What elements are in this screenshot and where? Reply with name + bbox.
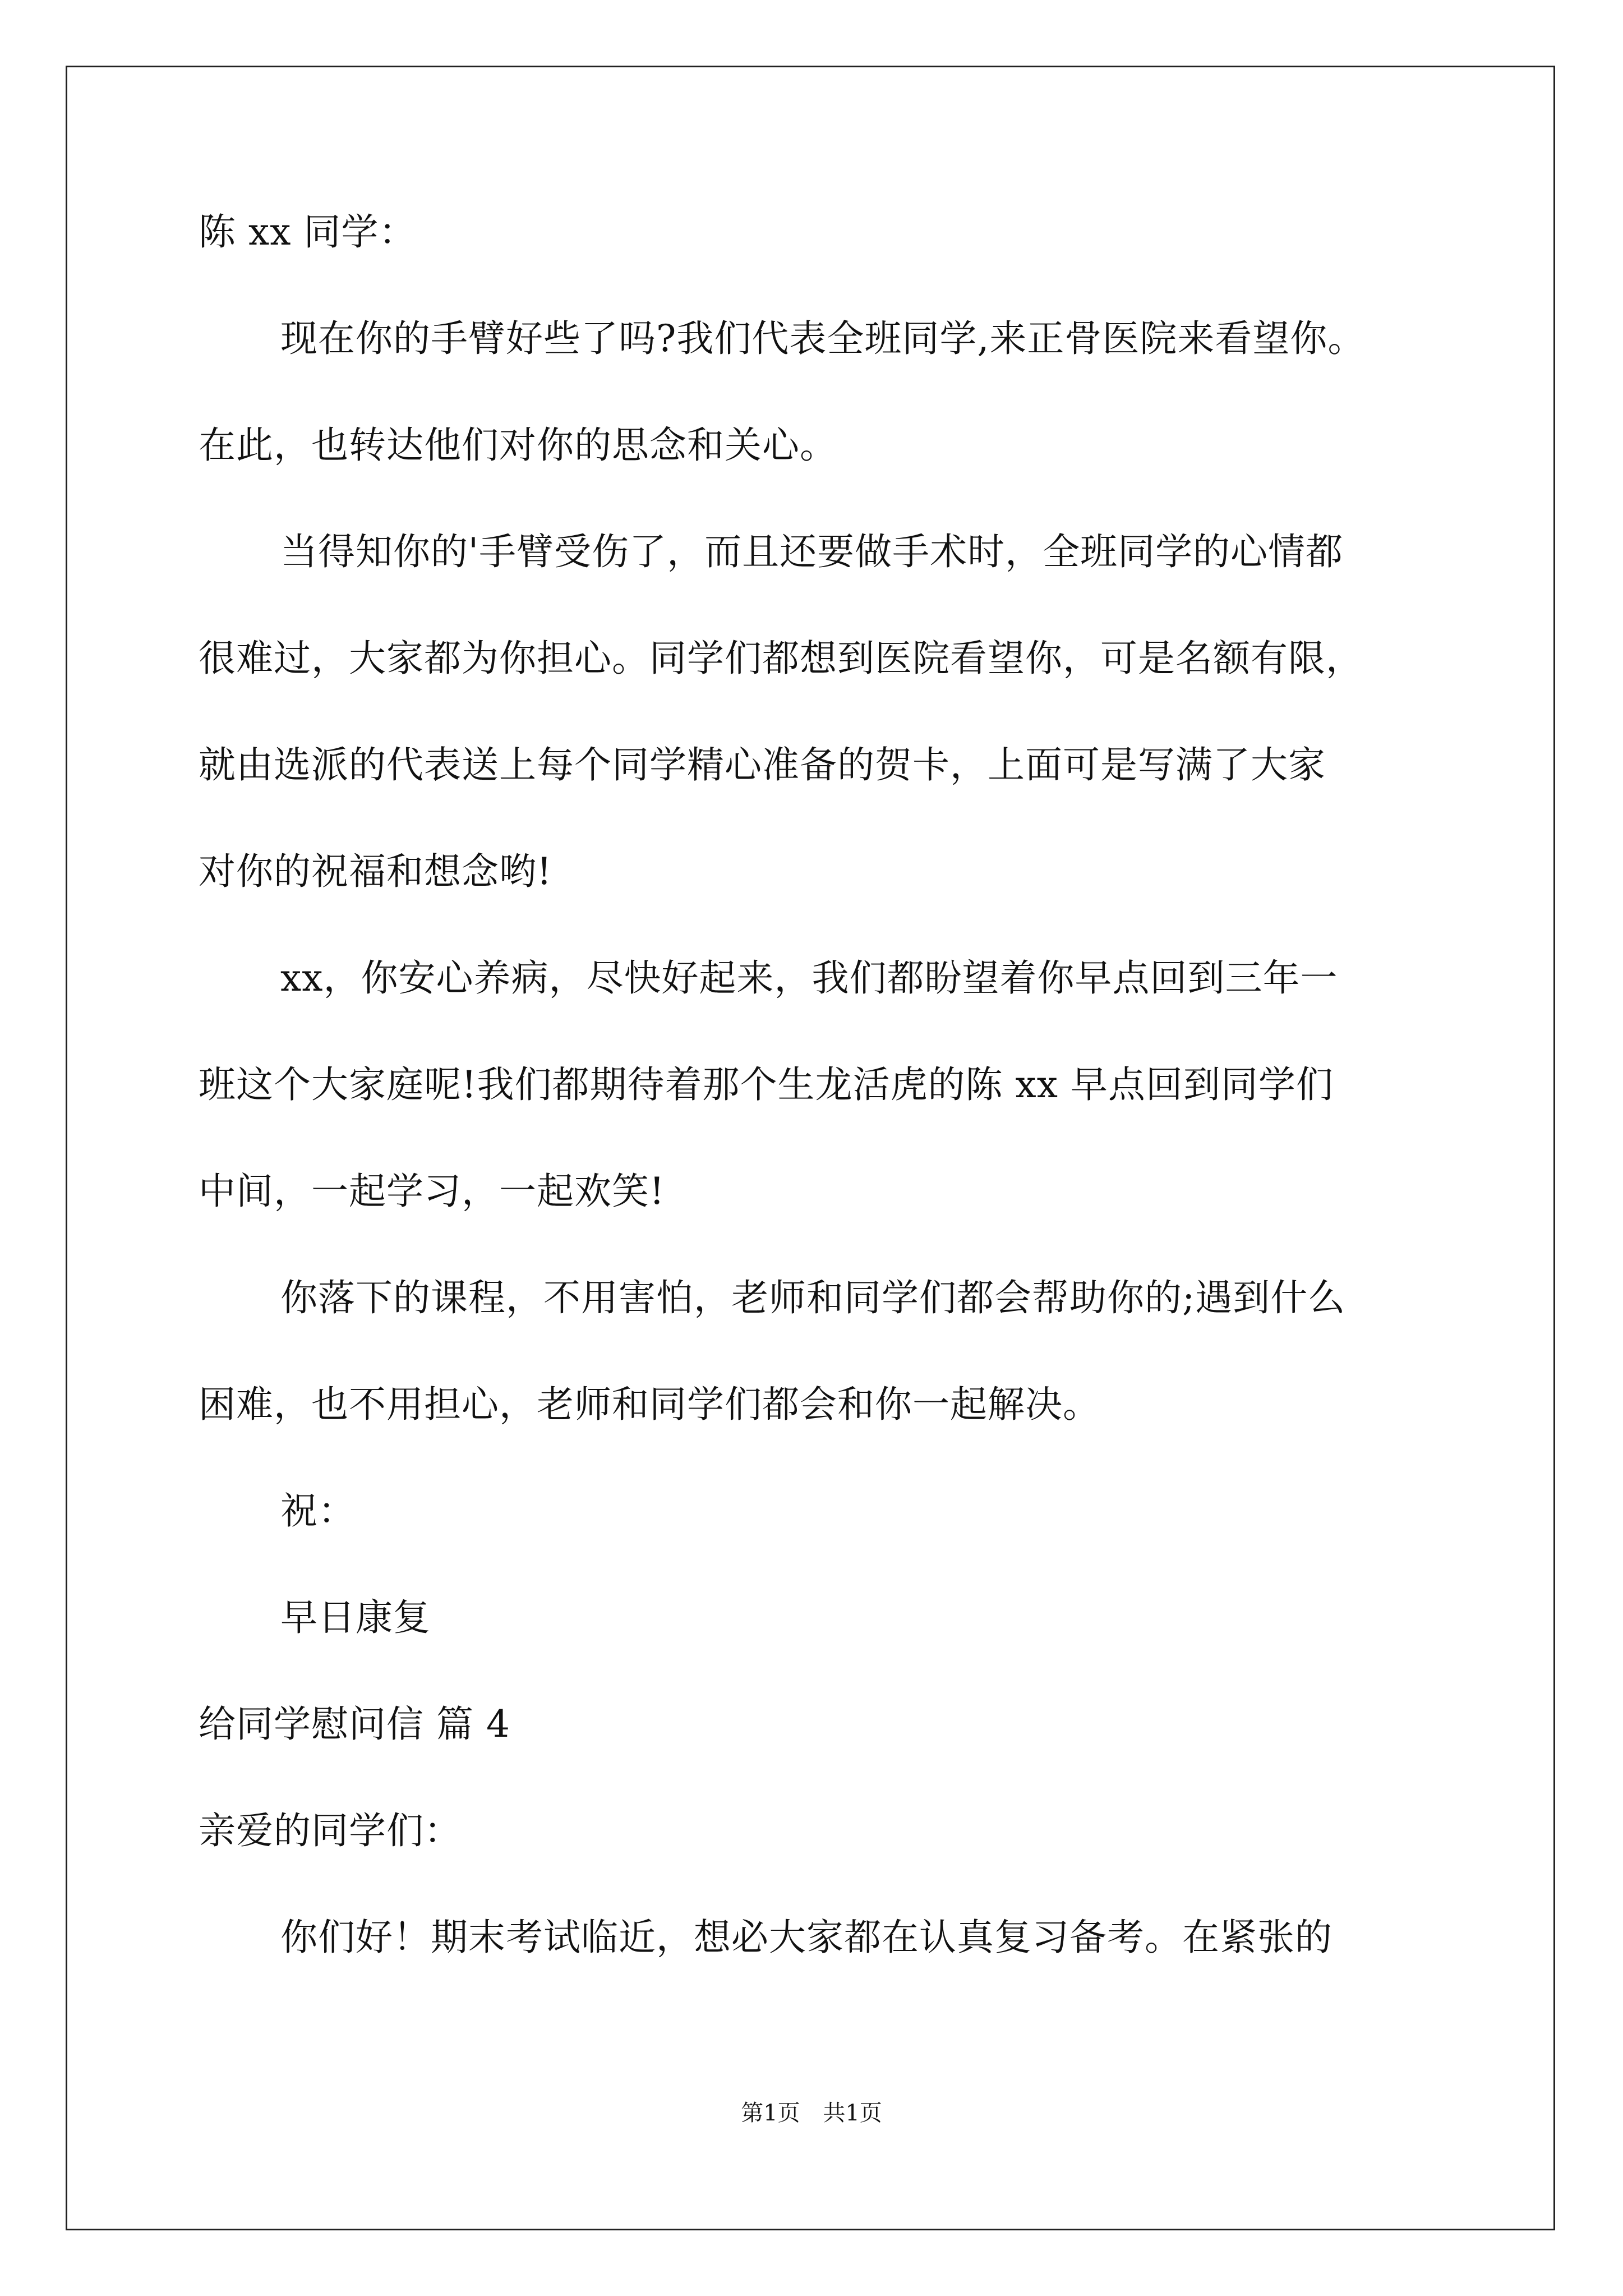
paragraph-line: 你落下的课程，不用害怕，老师和同学们都会帮助你的;遇到什么: [280, 1276, 1346, 1319]
paragraph-line: 班这个大家庭呢!我们都期待着那个生龙活虎的陈 xx 早点回到同学们: [199, 1063, 1334, 1106]
paragraph-line: xx，你安心养病，尽快好起来，我们都盼望着你早点回到三年一: [280, 956, 1338, 1000]
paragraph-line: 很难过，大家都为你担心。同学们都想到医院看望你，可是名额有限，: [199, 637, 1363, 680]
page-border: [66, 66, 1555, 2230]
salutation: 陈 xx 同学：: [199, 210, 417, 254]
paragraph-line: 在此，也转达他们对你的思念和关心。: [199, 424, 837, 467]
page-number: 第1页: [741, 2100, 800, 2126]
paragraph-line: 对你的祝福和想念哟!: [199, 850, 552, 893]
page-count: 共1页: [823, 2100, 882, 2126]
closing-wish-text: 早日康复: [280, 1596, 431, 1639]
salutation: 亲爱的同学们：: [199, 1809, 462, 1852]
section-heading: 给同学慰问信 篇 4: [199, 1703, 510, 1746]
paragraph-line: 中间，一起学习，一起欢笑!: [199, 1170, 665, 1213]
page-footer: [0, 2095, 1623, 2127]
paragraph-line: 当得知你的'手臂受伤了，而且还要做手术时，全班同学的心情都: [280, 530, 1344, 573]
closing-wish: 祝：: [280, 1489, 356, 1533]
paragraph-line: 现在你的手臂好些了吗?我们代表全班同学,来正骨医院来看望你。: [280, 317, 1366, 360]
paragraph-line: 你们好！期末考试临近，想必大家都在认真复习备考。在紧张的: [280, 1916, 1332, 1959]
paragraph-line: 困难，也不用担心，老师和同学们都会和你一起解决。: [199, 1383, 1100, 1426]
paragraph-line: 就由选派的代表送上每个同学精心准备的贺卡，上面可是写满了大家: [199, 743, 1326, 786]
